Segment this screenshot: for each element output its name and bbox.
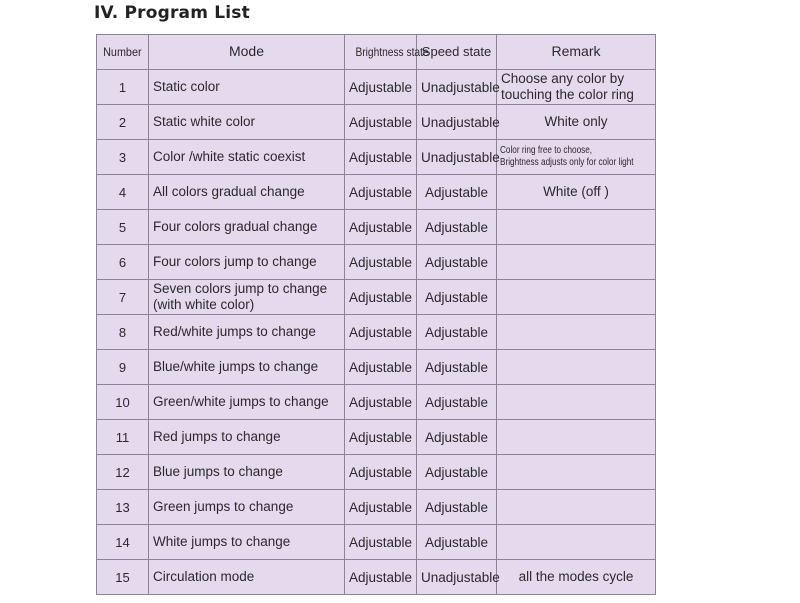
cell-brightness-state: Adjustable: [345, 385, 417, 420]
cell-mode: [149, 455, 345, 490]
cell-remark: [497, 350, 656, 385]
mode-line: (with white color): [153, 297, 255, 312]
cell-brightness-state: Adjustable: [345, 560, 417, 595]
cell-remark: [497, 315, 656, 350]
header-number: Number: [97, 35, 149, 70]
table-row: [97, 210, 656, 245]
cell-speed-state: Adjustable: [417, 490, 497, 525]
cell-remark: [497, 385, 656, 420]
cell-number: 8: [97, 315, 149, 350]
cell-brightness-state: Adjustable: [345, 70, 417, 105]
table-row: [97, 280, 656, 315]
cell-speed-state: Adjustable: [417, 420, 497, 455]
table-row: [97, 140, 656, 175]
cell-mode: [149, 490, 345, 525]
table-row: [97, 175, 656, 210]
cell-number: 13: [97, 490, 149, 525]
mode-line: Four colors jump to change: [153, 254, 317, 269]
table-row: [97, 245, 656, 280]
cell-mode: [149, 210, 345, 245]
cell-remark: [497, 245, 656, 280]
mode-line: Green jumps to change: [153, 499, 294, 514]
cell-remark: [497, 525, 656, 560]
cell-number: 10: [97, 385, 149, 420]
mode-line: Seven colors jump to change: [153, 281, 328, 296]
header-remark: Remark: [497, 35, 656, 70]
table-body: [97, 70, 656, 595]
cell-brightness-state: Adjustable: [345, 175, 417, 210]
mode-line: Four colors gradual change: [153, 219, 318, 234]
cell-remark: [497, 560, 656, 595]
cell-remark: [497, 420, 656, 455]
cell-speed-state: Unadjustable: [417, 105, 497, 140]
table-row: [97, 420, 656, 455]
cell-number: 9: [97, 350, 149, 385]
cell-speed-state: Unadjustable: [417, 560, 497, 595]
cell-speed-state: Adjustable: [417, 385, 497, 420]
cell-number: 12: [97, 455, 149, 490]
cell-remark: [497, 210, 656, 245]
mode-line: All colors gradual change: [153, 184, 305, 199]
cell-remark: [497, 140, 656, 175]
table-row: [97, 385, 656, 420]
cell-brightness-state: Adjustable: [345, 140, 417, 175]
cell-speed-state: Adjustable: [417, 455, 497, 490]
cell-brightness-state: Adjustable: [345, 315, 417, 350]
cell-mode: [149, 315, 345, 350]
cell-brightness-state: Adjustable: [345, 210, 417, 245]
mode-line: Blue jumps to change: [153, 464, 283, 479]
table-row: [97, 455, 656, 490]
cell-speed-state: Unadjustable: [417, 70, 497, 105]
mode-line: White jumps to change: [153, 534, 291, 549]
cell-speed-state: Adjustable: [417, 350, 497, 385]
cell-speed-state: Adjustable: [417, 245, 497, 280]
cell-number: 4: [97, 175, 149, 210]
table-row: [97, 350, 656, 385]
cell-brightness-state: Adjustable: [345, 490, 417, 525]
cell-speed-state: Adjustable: [417, 280, 497, 315]
mode-line: Color /white static coexist: [153, 149, 306, 164]
cell-number: 11: [97, 420, 149, 455]
cell-remark: [497, 175, 656, 210]
cell-brightness-state: Adjustable: [345, 350, 417, 385]
cell-brightness-state: Adjustable: [345, 525, 417, 560]
header-speed-state: Speed state: [417, 35, 497, 70]
cell-speed-state: Adjustable: [417, 315, 497, 350]
cell-mode: [149, 560, 345, 595]
table-row: [97, 70, 656, 105]
cell-mode: [149, 140, 345, 175]
cell-mode: [149, 385, 345, 420]
cell-brightness-state: Adjustable: [345, 105, 417, 140]
remark-line: touching the color ring: [501, 87, 634, 102]
cell-speed-state: Adjustable: [417, 210, 497, 245]
section-title: IV. Program List: [94, 3, 250, 23]
cell-mode: [149, 420, 345, 455]
cell-number: 6: [97, 245, 149, 280]
cell-remark: [497, 70, 656, 105]
mode-line: Circulation mode: [153, 569, 255, 584]
cell-remark: [497, 280, 656, 315]
remark-line: Brightness adjusts only for color light: [500, 157, 634, 168]
cell-mode: [149, 245, 345, 280]
cell-remark: [497, 490, 656, 525]
cell-mode: [149, 350, 345, 385]
cell-brightness-state: Adjustable: [345, 420, 417, 455]
cell-remark: [497, 455, 656, 490]
program-list-table: [96, 34, 656, 595]
cell-speed-state: Adjustable: [417, 525, 497, 560]
remark-line: all the modes cycle: [518, 569, 634, 584]
cell-brightness-state: Adjustable: [345, 245, 417, 280]
mode-line: Static color: [153, 79, 220, 94]
cell-mode: [149, 175, 345, 210]
cell-mode: [149, 525, 345, 560]
cell-speed-state: Adjustable: [417, 175, 497, 210]
cell-brightness-state: Adjustable: [345, 455, 417, 490]
cell-number: 15: [97, 560, 149, 595]
cell-number: 3: [97, 140, 149, 175]
cell-number: 5: [97, 210, 149, 245]
cell-brightness-state: Adjustable: [345, 280, 417, 315]
remark-line: White (off ): [543, 184, 609, 199]
remark-line: Choose any color by: [501, 71, 625, 86]
table-row: [97, 315, 656, 350]
cell-mode: [149, 70, 345, 105]
cell-number: 7: [97, 280, 149, 315]
mode-line: Green/white jumps to change: [153, 394, 329, 409]
mode-line: Blue/white jumps to change: [153, 359, 319, 374]
cell-speed-state: Unadjustable: [417, 140, 497, 175]
table-row: [97, 560, 656, 595]
remark-line: Color ring free to choose,: [500, 145, 593, 156]
header-brightness-state: Brightness state: [345, 35, 417, 70]
cell-mode: [149, 105, 345, 140]
cell-number: 2: [97, 105, 149, 140]
table-row: [97, 525, 656, 560]
cell-remark: [497, 105, 656, 140]
cell-number: 1: [97, 70, 149, 105]
cell-mode: [149, 280, 345, 315]
header-mode: Mode: [149, 35, 345, 70]
mode-line: Static white color: [153, 114, 256, 129]
cell-number: 14: [97, 525, 149, 560]
table-row: [97, 490, 656, 525]
table-row: [97, 105, 656, 140]
remark-line: White only: [544, 114, 608, 129]
mode-line: Red jumps to change: [153, 429, 281, 444]
table-header-row: [97, 35, 656, 70]
mode-line: Red/white jumps to change: [153, 324, 316, 339]
